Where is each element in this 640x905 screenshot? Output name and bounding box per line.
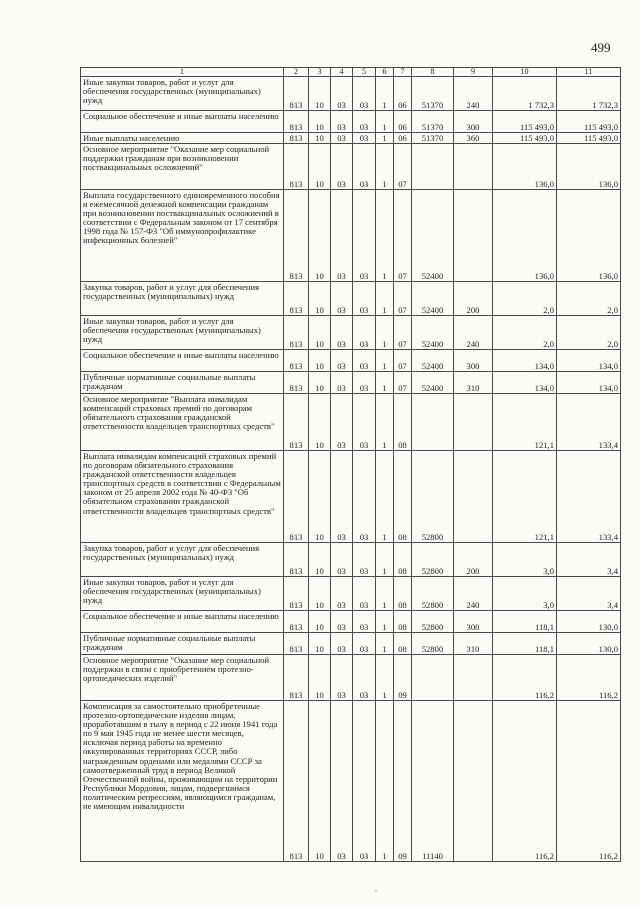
cell-col-5: 03 (353, 282, 376, 316)
row-name-cell: Основное мероприятие "Выплата инвалидам компенсаций страховых премий по договорам обязательного страхования гражданской ответственности владельцев транспортных средств" (81, 394, 284, 451)
cell-col-2: 813 (284, 543, 309, 577)
table-row (81, 543, 621, 577)
cell-col-2: 813 (284, 144, 309, 190)
cell-col-4: 03 (331, 451, 353, 543)
cell-col-8: 51370 (412, 77, 454, 111)
cell-col-4: 03 (331, 316, 353, 350)
table-body (81, 77, 621, 862)
cell-col-3: 10 (309, 451, 331, 543)
cell-col-3: 10 (309, 701, 331, 862)
cell-col-7: 07 (394, 316, 412, 350)
cell-col-6: 1 (376, 655, 394, 701)
cell-col-11: 2,0 (557, 282, 621, 316)
cell-col-9 (454, 655, 493, 701)
cell-col-6: 1 (376, 190, 394, 282)
table-row (81, 282, 621, 316)
cell-col-7: 07 (394, 282, 412, 316)
cell-col-11: 134,0 (557, 350, 621, 372)
cell-col-2: 813 (284, 190, 309, 282)
table-row (81, 316, 621, 350)
cell-col-11: 130,0 (557, 633, 621, 655)
cell-col-3: 10 (309, 350, 331, 372)
cell-col-4: 03 (331, 77, 353, 111)
row-name-cell: Иные закупки товаров, работ и услуг для обеспечения государственных (муниципальных) нужд (81, 577, 284, 611)
cell-col-3: 10 (309, 190, 331, 282)
cell-col-5: 03 (353, 611, 376, 633)
cell-col-10: 134,0 (493, 372, 557, 394)
table-row (81, 190, 621, 282)
cell-col-9: 240 (454, 77, 493, 111)
row-name-cell: Выплата инвалидам компенсаций страховых премий по договорам обязательного страхования гражданской ответственности владельцев транспортных средств в соответствии с Федеральным законом от 25 апреля 2002 года № 40-ФЗ "Об обязательном страховании гражданской ответственности владельцев транспортных средств" (81, 451, 284, 543)
cell-col-4: 03 (331, 577, 353, 611)
row-name-cell: Закупка товаров, работ и услуг для обеспечения государственных (муниципальных) нужд (81, 543, 284, 577)
cell-col-4: 03 (331, 633, 353, 655)
cell-col-8: 52400 (412, 190, 454, 282)
cell-col-5: 03 (353, 77, 376, 111)
page-mark: , (375, 884, 377, 893)
cell-col-9: 300 (454, 111, 493, 133)
table-row (81, 577, 621, 611)
cell-col-10: 121,1 (493, 451, 557, 543)
cell-col-11: 133,4 (557, 394, 621, 451)
cell-col-4: 03 (331, 144, 353, 190)
cell-col-4: 03 (331, 190, 353, 282)
cell-col-2: 813 (284, 701, 309, 862)
cell-col-9 (454, 701, 493, 862)
cell-col-7: 08 (394, 451, 412, 543)
row-name-cell: Публичные нормативные социальные выплаты гражданам (81, 633, 284, 655)
cell-col-8: 52800 (412, 451, 454, 543)
cell-col-11: 133,4 (557, 451, 621, 543)
table-row (81, 77, 621, 111)
page-number: 499 (591, 40, 611, 55)
cell-col-6: 1 (376, 77, 394, 111)
column-header-11: 11 (557, 68, 621, 77)
cell-col-11: 3,4 (557, 543, 621, 577)
cell-col-7: 09 (394, 655, 412, 701)
column-header-8: 8 (412, 68, 454, 77)
cell-col-11: 136,0 (557, 144, 621, 190)
cell-col-6: 1 (376, 394, 394, 451)
cell-col-9: 310 (454, 633, 493, 655)
cell-col-2: 813 (284, 633, 309, 655)
cell-col-6: 1 (376, 350, 394, 372)
column-header-10: 10 (493, 68, 557, 77)
cell-col-4: 03 (331, 655, 353, 701)
table-row (81, 394, 621, 451)
cell-col-9: 240 (454, 316, 493, 350)
cell-col-5: 03 (353, 190, 376, 282)
cell-col-8: 52800 (412, 611, 454, 633)
cell-col-6: 1 (376, 111, 394, 133)
column-header-7: 7 (394, 68, 412, 77)
cell-col-2: 813 (284, 394, 309, 451)
table-row (81, 451, 621, 543)
column-header-5: 5 (353, 68, 376, 77)
row-name-cell: Иные закупки товаров, работ и услуг для обеспечения государственных (муниципальных) нужд (81, 77, 284, 111)
cell-col-8: 52400 (412, 316, 454, 350)
cell-col-8: 52400 (412, 350, 454, 372)
cell-col-4: 03 (331, 394, 353, 451)
cell-col-6: 1 (376, 282, 394, 316)
cell-col-3: 10 (309, 372, 331, 394)
cell-col-9: 200 (454, 282, 493, 316)
column-header-4: 4 (331, 68, 353, 77)
cell-col-8: 52800 (412, 543, 454, 577)
row-name-cell: Основное мероприятие "Оказание мер социальной поддержки в связи с приобретением протезно-ортопедических изделий" (81, 655, 284, 701)
cell-col-2: 813 (284, 77, 309, 111)
cell-col-10: 116,2 (493, 701, 557, 862)
cell-col-4: 03 (331, 701, 353, 862)
table-row (81, 350, 621, 372)
cell-col-5: 03 (353, 701, 376, 862)
cell-col-9 (454, 144, 493, 190)
cell-col-7: 09 (394, 701, 412, 862)
row-name-cell: Закупка товаров, работ и услуг для обеспечения государственных (муниципальных) нужд (81, 282, 284, 316)
row-name-cell: Публичные нормативные социальные выплаты гражданам (81, 372, 284, 394)
cell-col-10: 136,0 (493, 190, 557, 282)
row-name-cell: Иные выплаты населению (81, 133, 284, 144)
cell-col-3: 10 (309, 111, 331, 133)
cell-col-7: 08 (394, 633, 412, 655)
header-row (81, 68, 621, 77)
row-name-cell: Социальное обеспечение и иные выплаты населению (81, 350, 284, 372)
cell-col-9 (454, 190, 493, 282)
row-name-cell: Социальное обеспечение и иные выплаты населению (81, 611, 284, 633)
table-row (81, 133, 621, 144)
column-header-3: 3 (309, 68, 331, 77)
cell-col-2: 813 (284, 316, 309, 350)
cell-col-2: 813 (284, 111, 309, 133)
cell-col-8: 11140 (412, 701, 454, 862)
cell-col-10: 136,0 (493, 144, 557, 190)
row-name-cell: Социальное обеспечение и иные выплаты населению (81, 111, 284, 133)
cell-col-9: 360 (454, 133, 493, 144)
cell-col-10: 116,2 (493, 655, 557, 701)
cell-col-2: 813 (284, 282, 309, 316)
cell-col-8: 52400 (412, 372, 454, 394)
cell-col-10: 3,0 (493, 543, 557, 577)
cell-col-5: 03 (353, 316, 376, 350)
table-row (81, 111, 621, 133)
cell-col-4: 03 (331, 133, 353, 144)
cell-col-2: 813 (284, 451, 309, 543)
cell-col-7: 08 (394, 543, 412, 577)
budget-table (80, 67, 621, 862)
cell-col-10: 3,0 (493, 577, 557, 611)
cell-col-9: 300 (454, 350, 493, 372)
cell-col-3: 10 (309, 77, 331, 111)
cell-col-8: 52800 (412, 633, 454, 655)
cell-col-5: 03 (353, 111, 376, 133)
cell-col-3: 10 (309, 144, 331, 190)
cell-col-6: 1 (376, 633, 394, 655)
cell-col-10: 115 493,0 (493, 133, 557, 144)
cell-col-5: 03 (353, 633, 376, 655)
column-header-9: 9 (454, 68, 493, 77)
cell-col-7: 06 (394, 77, 412, 111)
cell-col-5: 03 (353, 394, 376, 451)
cell-col-11: 116,2 (557, 701, 621, 862)
cell-col-7: 08 (394, 394, 412, 451)
row-name-cell: Выплата государственного единовременного пособия и ежемесячной денежной компенсации гражданам при возникновении поствакцинальных осложнений в соответствии с Федеральным законом от 17 сентября 1998 года № 157-ФЗ "Об иммунопрофилактике инфекционных болезней" (81, 190, 284, 282)
cell-col-3: 10 (309, 543, 331, 577)
cell-col-6: 1 (376, 316, 394, 350)
cell-col-11: 136,0 (557, 190, 621, 282)
cell-col-4: 03 (331, 543, 353, 577)
cell-col-7: 06 (394, 133, 412, 144)
cell-col-5: 03 (353, 350, 376, 372)
cell-col-9 (454, 394, 493, 451)
cell-col-2: 813 (284, 372, 309, 394)
cell-col-5: 03 (353, 133, 376, 144)
cell-col-10: 118,1 (493, 633, 557, 655)
cell-col-3: 10 (309, 655, 331, 701)
cell-col-10: 121,1 (493, 394, 557, 451)
cell-col-11: 134,0 (557, 372, 621, 394)
cell-col-7: 07 (394, 350, 412, 372)
cell-col-8 (412, 655, 454, 701)
row-name-cell: Основное мероприятие "Оказание мер социальной поддержки гражданам при возникновении поствакцинальных осложнений" (81, 144, 284, 190)
cell-col-3: 10 (309, 316, 331, 350)
table-row (81, 655, 621, 701)
cell-col-5: 03 (353, 144, 376, 190)
cell-col-4: 03 (331, 282, 353, 316)
cell-col-3: 10 (309, 133, 331, 144)
cell-col-10: 115 493,0 (493, 111, 557, 133)
cell-col-6: 1 (376, 144, 394, 190)
column-header-2: 2 (284, 68, 309, 77)
cell-col-5: 03 (353, 655, 376, 701)
table-row (81, 372, 621, 394)
cell-col-5: 03 (353, 372, 376, 394)
cell-col-9 (454, 451, 493, 543)
cell-col-6: 1 (376, 577, 394, 611)
cell-col-10: 118,1 (493, 611, 557, 633)
cell-col-7: 08 (394, 577, 412, 611)
cell-col-8: 52800 (412, 577, 454, 611)
cell-col-8 (412, 144, 454, 190)
cell-col-11: 115 493,0 (557, 111, 621, 133)
cell-col-5: 03 (353, 577, 376, 611)
cell-col-8: 51370 (412, 111, 454, 133)
cell-col-11: 3,4 (557, 577, 621, 611)
row-name-cell: Компенсация за самостоятельно приобретенные протезно-ортопедические изделия лицам, проработавшим в тылу в период с 22 июня 1941 года по 9 мая 1945 года не менее шести месяцев, исключая период работы на временно оккупированных территориях СССР, либо награжденным орденами или медалями СССР за самоотверженный труд в период Великой Отечественной войны, проживающим на территории Республики Мордовия, лицам, подвергшимся политическим репрессиям, являющимся гражданам, не имеющим инвалидности (81, 701, 284, 862)
cell-col-8: 52400 (412, 282, 454, 316)
cell-col-7: 08 (394, 611, 412, 633)
table-row (81, 701, 621, 862)
cell-col-7: 07 (394, 190, 412, 282)
cell-col-7: 06 (394, 111, 412, 133)
row-name-cell: Иные закупки товаров, работ и услуг для обеспечения государственных (муниципальных) нужд (81, 316, 284, 350)
cell-col-9: 300 (454, 611, 493, 633)
cell-col-10: 2,0 (493, 316, 557, 350)
cell-col-11: 115 493,0 (557, 133, 621, 144)
cell-col-7: 07 (394, 372, 412, 394)
cell-col-6: 1 (376, 133, 394, 144)
cell-col-11: 116,2 (557, 655, 621, 701)
cell-col-2: 813 (284, 350, 309, 372)
cell-col-9: 200 (454, 543, 493, 577)
cell-col-7: 07 (394, 144, 412, 190)
cell-col-4: 03 (331, 350, 353, 372)
cell-col-6: 1 (376, 543, 394, 577)
cell-col-8: 51370 (412, 133, 454, 144)
cell-col-3: 10 (309, 282, 331, 316)
cell-col-5: 03 (353, 451, 376, 543)
cell-col-10: 2,0 (493, 282, 557, 316)
cell-col-11: 2,0 (557, 316, 621, 350)
table-row (81, 144, 621, 190)
cell-col-9: 240 (454, 577, 493, 611)
cell-col-4: 03 (331, 611, 353, 633)
cell-col-3: 10 (309, 611, 331, 633)
cell-col-6: 1 (376, 372, 394, 394)
column-header-6: 6 (376, 68, 394, 77)
cell-col-3: 10 (309, 633, 331, 655)
cell-col-3: 10 (309, 394, 331, 451)
cell-col-10: 134,0 (493, 350, 557, 372)
cell-col-4: 03 (331, 372, 353, 394)
cell-col-6: 1 (376, 451, 394, 543)
cell-col-11: 1 732,3 (557, 77, 621, 111)
cell-col-4: 03 (331, 111, 353, 133)
cell-col-8 (412, 394, 454, 451)
cell-col-2: 813 (284, 577, 309, 611)
cell-col-3: 10 (309, 577, 331, 611)
cell-col-9: 310 (454, 372, 493, 394)
cell-col-2: 813 (284, 611, 309, 633)
cell-col-6: 1 (376, 701, 394, 862)
column-header-1: 1 (81, 68, 284, 77)
table-row (81, 611, 621, 633)
cell-col-11: 130,0 (557, 611, 621, 633)
cell-col-10: 1 732,3 (493, 77, 557, 111)
table-row (81, 633, 621, 655)
cell-col-2: 813 (284, 655, 309, 701)
cell-col-5: 03 (353, 543, 376, 577)
cell-col-6: 1 (376, 611, 394, 633)
cell-col-2: 813 (284, 133, 309, 144)
